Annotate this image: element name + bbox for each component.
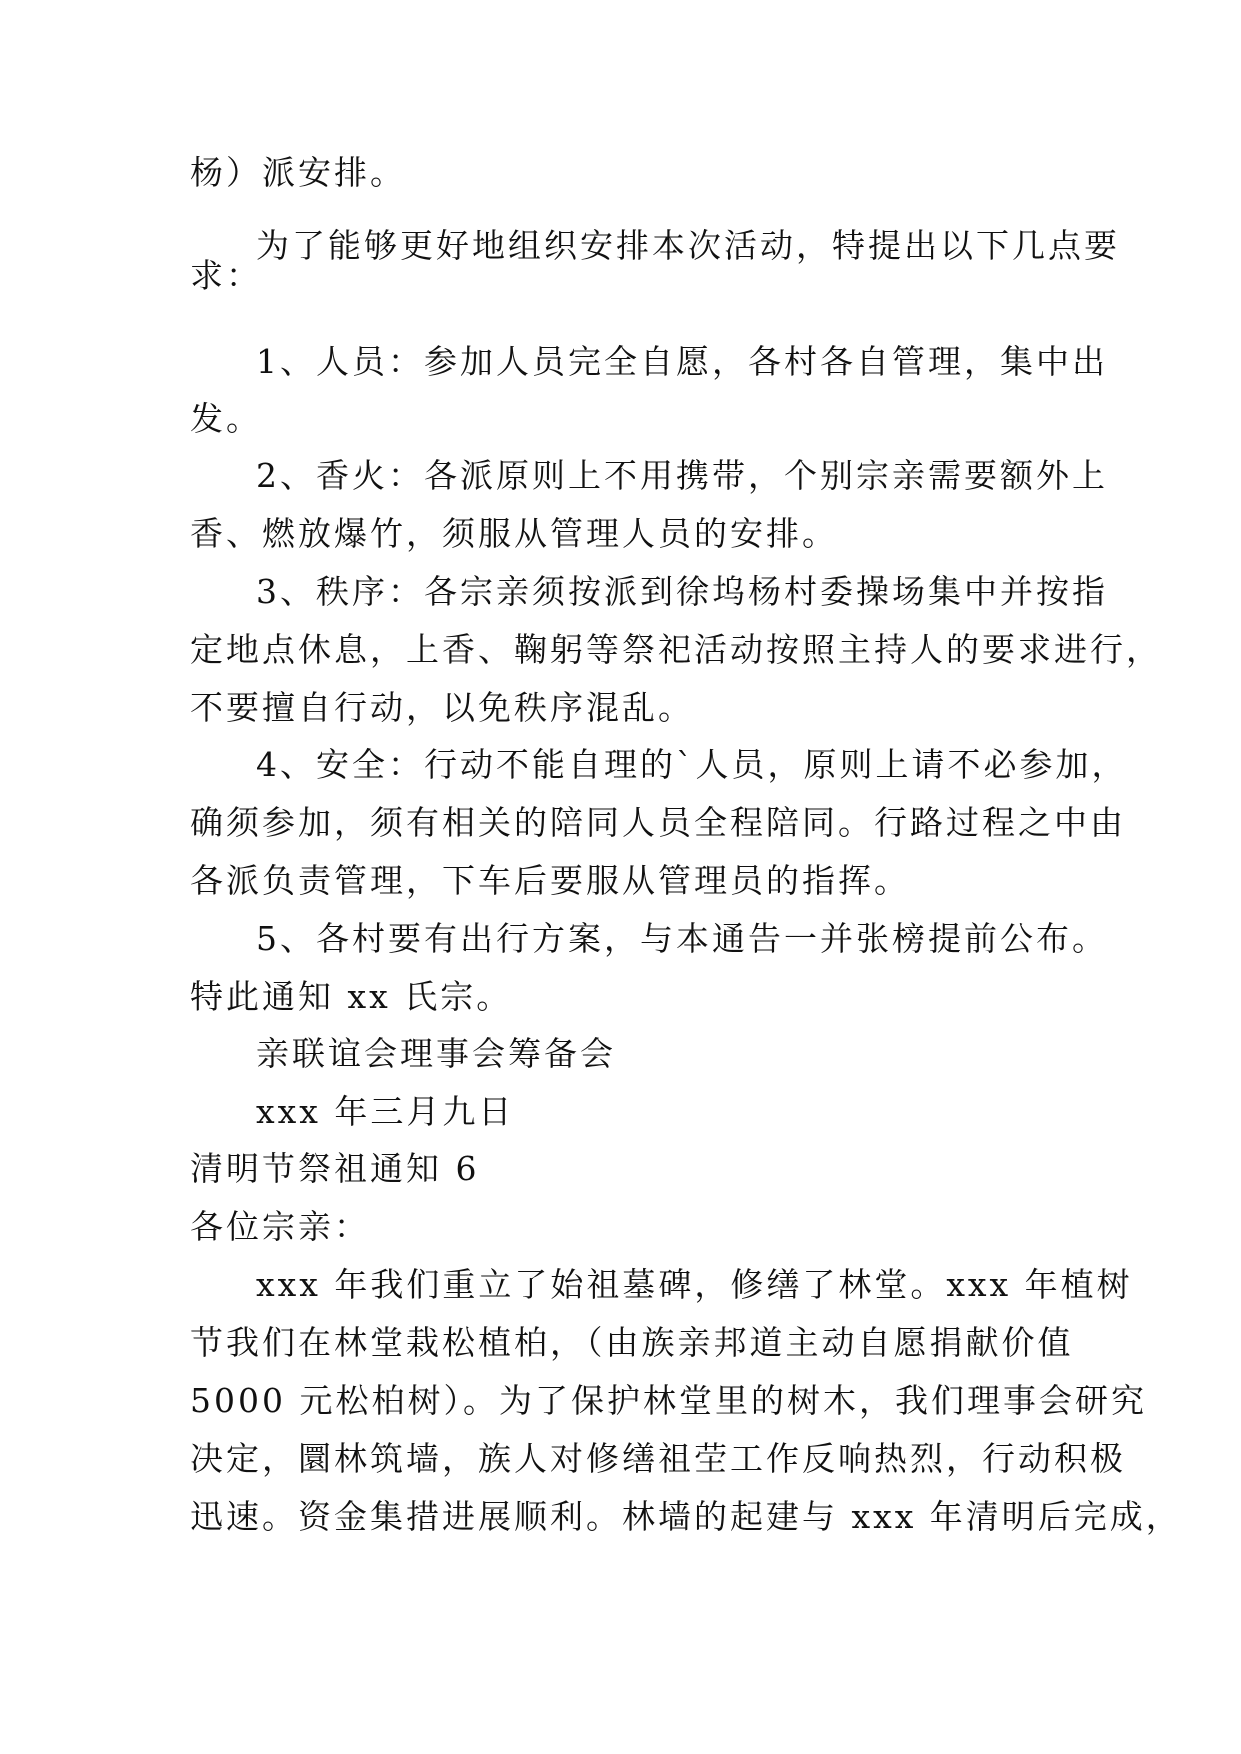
text-line: 特此通知 xx 氏宗。 (190, 977, 513, 1016)
text-line: 香、燃放爆竹，须服从管理人员的安排。 (190, 514, 838, 553)
text-line: 各派负责管理，下车后要服从管理员的指挥。 (190, 861, 910, 900)
text-line: 决定，圜林筑墙，族人对修缮祖茔工作反响热烈，行动积极 (190, 1439, 1126, 1478)
text-line: 2、香火：各派原则上不用携带，个别宗亲需要额外上 (256, 456, 1108, 495)
text-line: 清明节祭祖通知 6 (190, 1149, 480, 1188)
text-line: 3、秩序：各宗亲须按派到徐坞杨村委操场集中并按指 (256, 572, 1108, 611)
text-line: 1、人员：参加人员完全自愿，各村各自管理，集中出 (256, 342, 1108, 381)
text-line: 亲联谊会理事会筹备会 (256, 1034, 616, 1073)
text-line: 杨）派安排。 (190, 153, 406, 192)
text-line: 定地点休息，上香、鞠躬等祭祀活动按照主持人的要求进行， (190, 630, 1162, 669)
text-line: 5000 元松柏树）。为了保护林堂里的树木，我们理事会研究 (190, 1381, 1147, 1420)
text-line: 不要擅自行动，以免秩序混乱。 (190, 688, 694, 727)
text-line: 4、安全：行动不能自理的`人员，原则上请不必参加， (256, 745, 1128, 784)
text-line: 节我们在林堂栽松植柏，（由族亲邦道主动自愿捐献价值 (190, 1323, 1074, 1362)
text-line: 各位宗亲： (190, 1207, 370, 1246)
text-line: 5、各村要有出行方案，与本通告一并张榜提前公布。 (256, 919, 1108, 958)
text-line: xxx 年三月九日 (256, 1092, 515, 1131)
text-line: 为了能够更好地组织安排本次活动，特提出以下几点要 (256, 226, 1120, 265)
text-line: xxx 年我们重立了始祖墓碑，修缮了林堂。xxx 年植树 (256, 1265, 1133, 1304)
text-line: 发。 (190, 399, 262, 438)
text-line: 确须参加，须有相关的陪同人员全程陪同。行路过程之中由 (190, 803, 1126, 842)
text-line: 迅速。资金集措进展顺利。林墙的起建与 xxx 年清明后完成， (190, 1497, 1182, 1536)
text-line: 求： (190, 256, 262, 295)
